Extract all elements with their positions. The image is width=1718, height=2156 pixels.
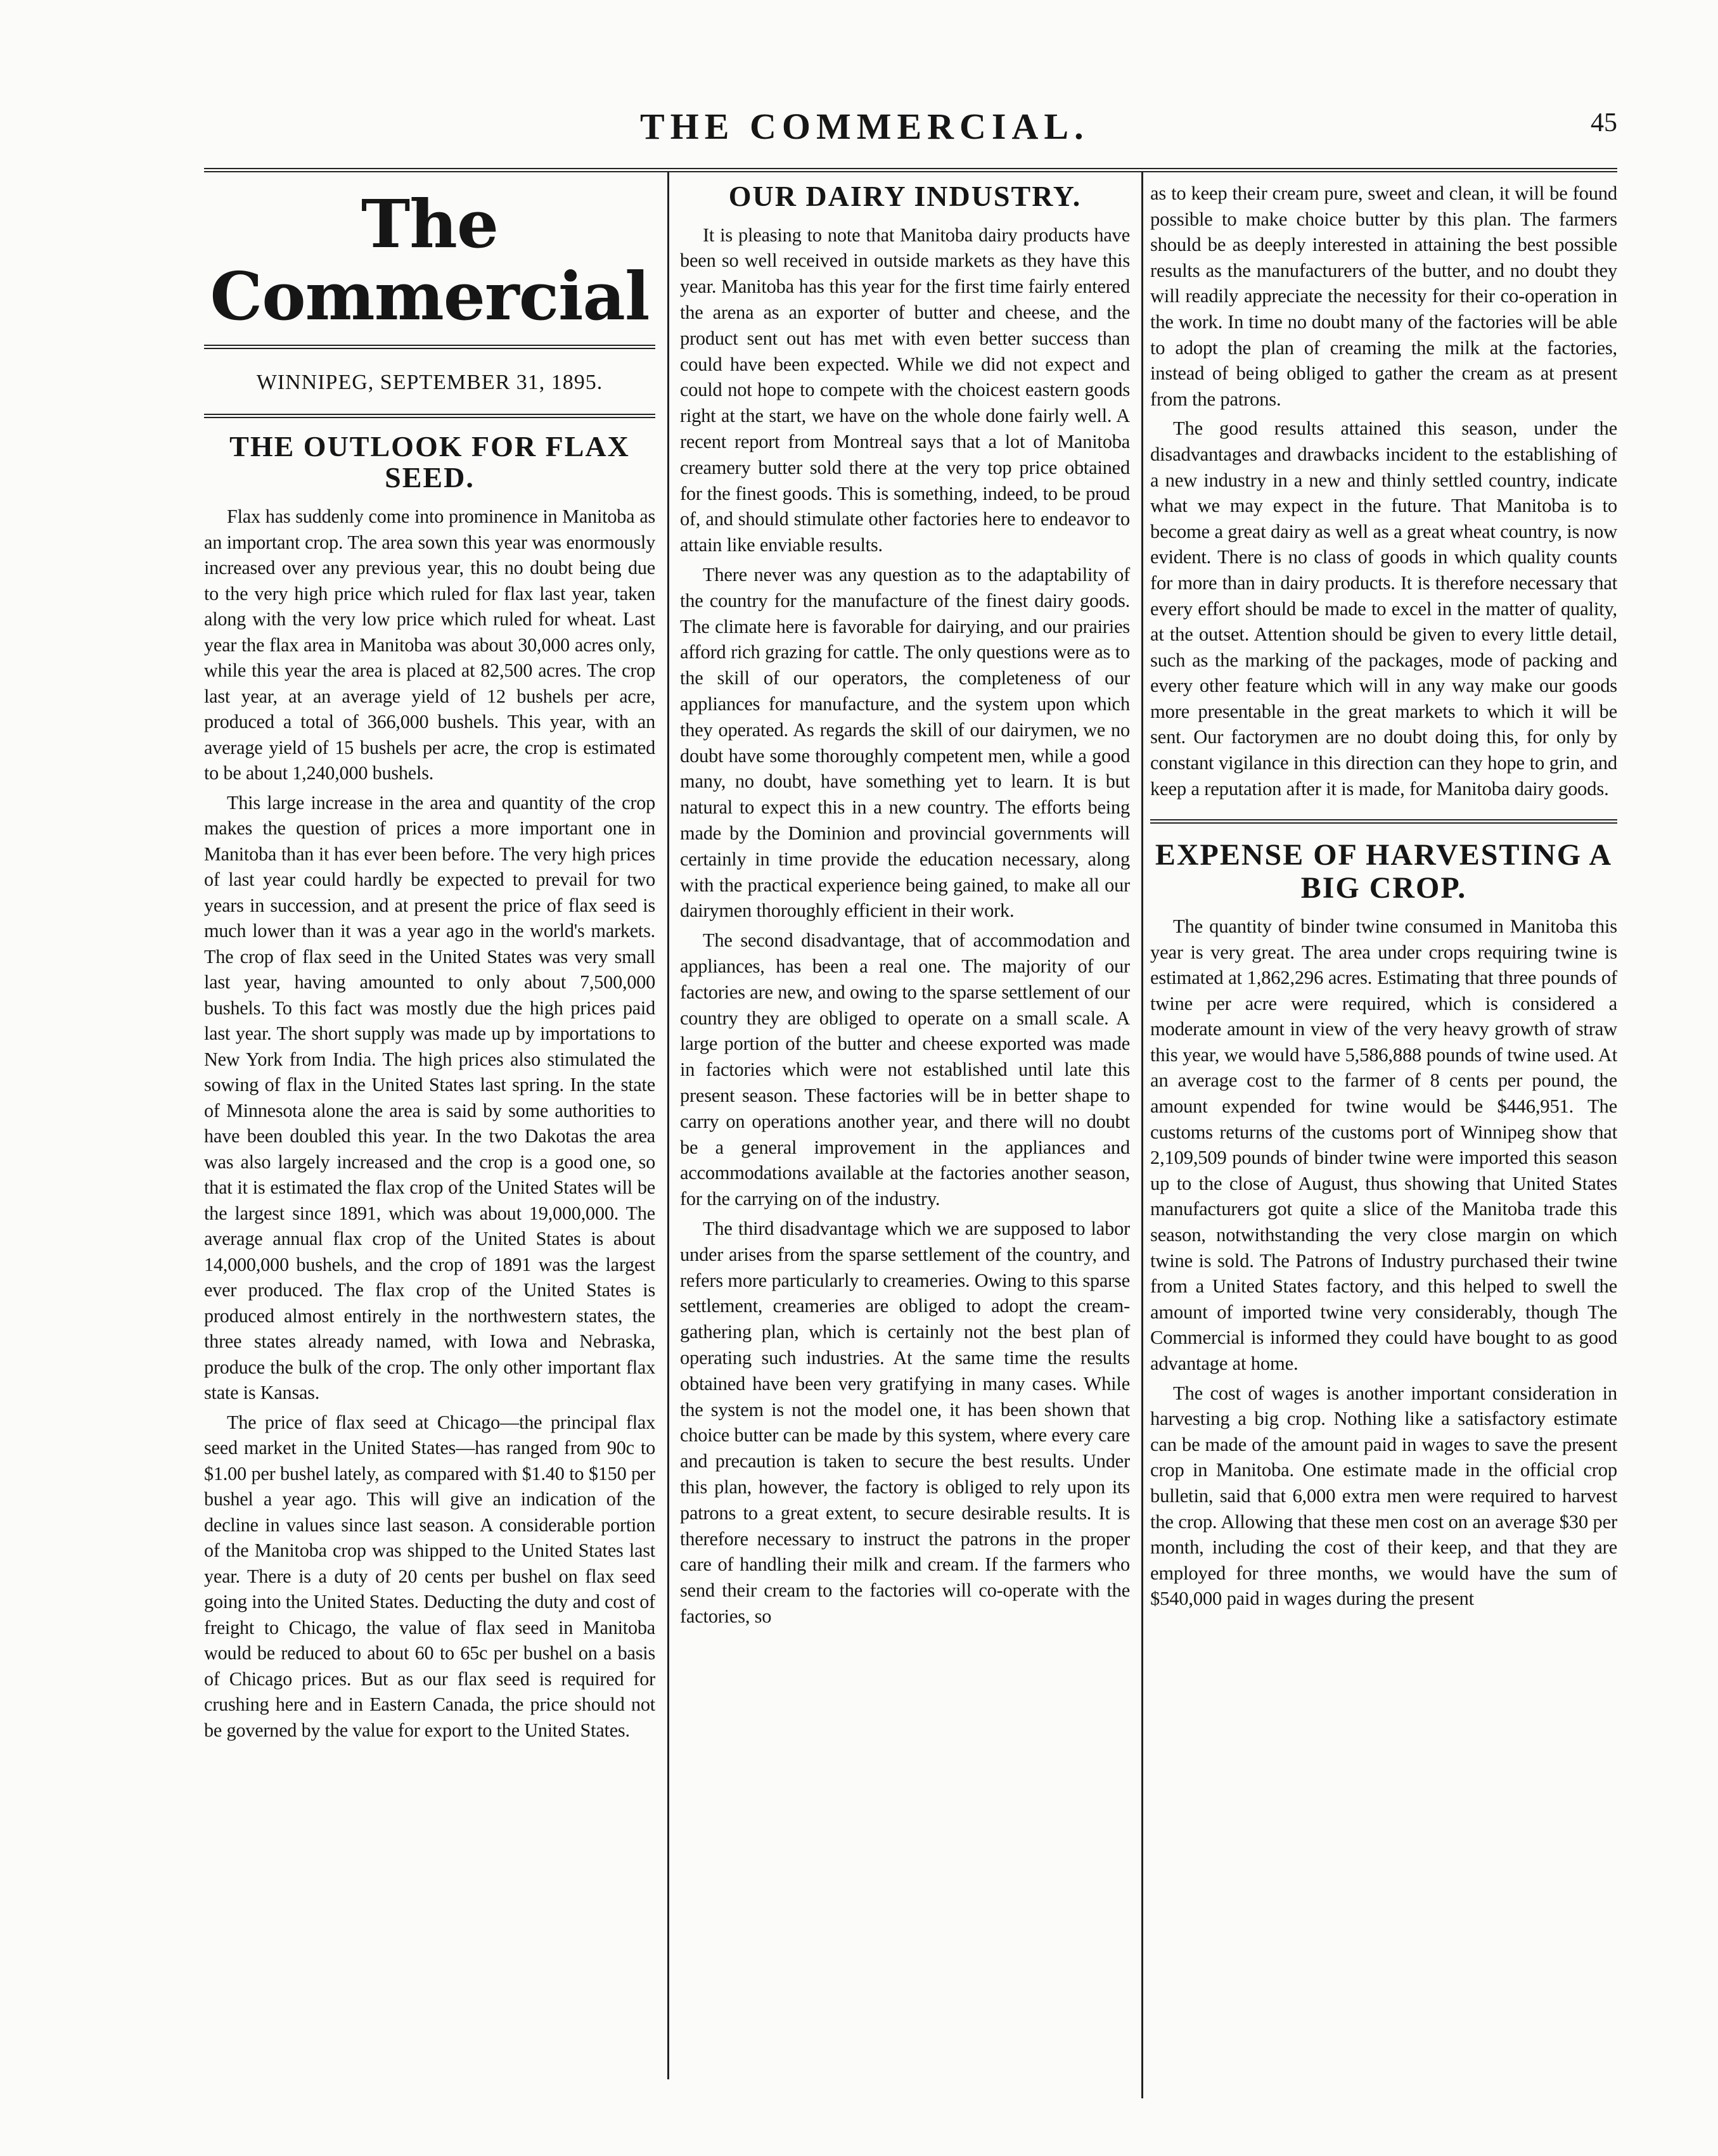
column-1	[204, 181, 655, 1743]
article-harvest-paragraph: The quantity of binder twine consumed in Manitoba this year is very great. The area under crops requiring twine is estimated at 1,862,296 acres. Estimating that three pounds of twine per acre were required, which is considered a moderate amount in view of the very heavy growth of straw this year, we would have 5,586,888 pounds of twine used. At an average cost to the farmer of 8 cents per pound, the amount expended for twine would be $446,951. The customs returns of the customs port of Winnipeg show that 2,109,509 pounds of binder twine were imported this season up to the close of August, thus showing that United States manufacturers got quite a slice of the Manitoba trade this season, notwithstanding the very close margin on which twine is sold. The Patrons of Industry purchased their twine from a United States factory, and this helped to swell the amount of imported twine very considerably, though The Commercial is informed they could have bought to as good advantage at home.	[1150, 915, 1617, 1374]
masthead-title: The Commercial	[210, 185, 650, 336]
article-harvest-headline: EXPENSE OF HARVESTING A BIG CROP.	[1155, 838, 1613, 905]
article-dairy-headline: OUR DAIRY INDUSTRY.	[728, 180, 1082, 212]
article-flax-paragraph: The price of flax seed at Chicago—the principal flax seed market in the United States—has ranged from 90c to $1.00 per bushel lately, as compared with $1.40 to $150 per bushel a year ago. This will give an indication of the decline in values since last season. A considerable portion of the Manitoba crop was shipped to the United States last year. There is a duty of 20 cents per bushel on flax seed going into the United States. Deducting the duty and cost of freight to Chicago, the value of flax seed in Manitoba would be reduced to about 60 to 65c per bushel on a basis of Chicago prices. But as our flax seed is required for crushing here and in Eastern Canada, the price should not be governed by the value for export to the United States.	[204, 1411, 655, 1741]
article-dairy-paragraph: The second disadvantage, that of accommodation and appliances, has been a real one. The majority of our factories are new, and owing to the sparse settlement of our country they are obliged to operate on a small scale. A large portion of the butter and cheese exported was made in factories which were not established until late this present season. These factories will be in better shape to carry on operations another year, and there will no doubt be a general improvement in the appliances and accommodations available at the factories another season, for the carrying on of the industry.	[680, 929, 1130, 1210]
running-title: THE COMMERCIAL.	[640, 106, 1089, 147]
column-rule-2	[1141, 172, 1143, 2098]
article-harvest-paragraph: The cost of wages is another important consideration in harvesting a big crop. Nothing like a satisfactory estimate can be made of the amount paid in wages to save the present crop in Manitoba. One estimate made in the official crop bulletin, said that 6,000 extra men were required to harvest the crop. Allowing that these men cost on an average $30 per month, including the cost of their keep, and that they are employed for three months, we would have the sum of $540,000 paid in wages during the present	[1150, 1382, 1617, 1610]
masthead-rule-bottom	[204, 414, 655, 418]
page-number: 45	[1591, 108, 1617, 137]
article-dairy-continued-paragraph: The good results attained this season, under the disadvantages and drawbacks incident to the establishing of a new industry in a new and thinly settled country, indicate what we may expect in the future. That Manitoba is to become a great dairy as well as a great wheat country, is now evident. There is no class of goods in which quality counts for more than in dairy products. It is therefore necessary that every effort should be made to excel in the matter of quality, at the outset. Attention should be given to every little detail, such as the marking of the packages, mode of packing and every other feature which will in any way make our goods more presentable in the great markets to which it will be sent. Our factorymen are no doubt doing this, for only by constant vigilance in this direction can they hope to grin, and keep a reputation after it is made, for Manitoba dairy goods.	[1150, 418, 1617, 800]
column-3	[1150, 181, 1617, 1612]
article-dairy-paragraph: It is pleasing to note that Manitoba dairy products have been so well received in outside markets as they have this year. Manitoba has this year for the first time fairly entered the arena as an exporter of butter and cheese, and the product sent out has met with even better success than could have been expected. While we did not expect and could not hope to compete with the choicest eastern goods right at the start, we have on the whole done fairly well. A recent report from Montreal says that a lot of Manitoba creamery butter sold there at the very top price obtained for the finest goods. This is something, indeed, to be proud of, and should stimulate other factories here to endeavor to attain like enviable results.	[680, 224, 1130, 556]
article-dairy-paragraph: The third disadvantage which we are supposed to labor under arises from the sparse settlement of the country, and refers more particularly to creameries. Owing to this sparse settlement, creameries are obliged to adopt the cream-gathering plan, which is certainly not the best plan of operating such industries. At the same time the results obtained have been very gratifying in many cases. While the system is not the model one, it has been shown that choice butter can be made by this system, where every care and precaution is taken to secure the best results. Under this plan, however, the factory is obliged to rely upon its patrons to a great extent, to secure desirable results. It is therefore necessary to instruct the patrons in the proper care of handling their milk and cream. If the farmers who send their cream to the factories will co-operate with the factories, so	[680, 1217, 1130, 1627]
article-flax-headline: THE OUTLOOK FOR FLAX SEED.	[229, 430, 630, 494]
section-rule	[1150, 819, 1617, 824]
article-flax-paragraph: This large increase in the area and quantity of the crop makes the question of prices a more important one in Manitoba than it has ever been before. The very high prices of last year could hardly be expected to prevail for two years in succession, and at present the price of flax seed is much lower than it was a year ago in the world's markets. The crop of flax seed in the United States was very small last year, having amounted to only about 7,500,000 bushels. To this fact was mostly due the high prices paid last year. The short supply was made up by importations to New York from India. The high prices also stimulated the sowing of flax in the United States last spring. In the state of Minnesota alone the area is said by some authorities to have been doubled this year. In the two Dakotas the area was also largely increased and the crop is a good one, so that it is estimated the flax crop of the United States will be the largest since 1891, which was about 19,000,000. The average annual flax crop of the United States is about 14,000,000 bushels, and the crop of 1891 was the largest ever produced. The flax crop of the United States is produced almost entirely in the northwestern states, the three states already named, with Iowa and Nebraska, produce the bulk of the crop. The only other important flax state is Kansas.	[204, 791, 655, 1404]
column-2	[680, 181, 1130, 1630]
article-dairy-paragraph: There never was any question as to the adaptability of the country for the manufacture of the finest dairy goods. The climate here is favorable for dairying, and our prairies afford rich grazing for cattle. The only questions were as to the skill of our operators, the completeness of our appliances for manufacture, and the system upon which they operated. As regards the skill of our dairymen, we no doubt have some thoroughly competent men, while a good many, no doubt, have something yet to learn. It is but natural to expect this in a new country. The efforts being made by the Dominion and provincial governments will certainly in time provide the education necessary, along with the practical experience being gained, to make all our dairymen thoroughly efficient in their work.	[680, 564, 1130, 922]
article-dairy-continued-paragraph: as to keep their cream pure, sweet and clean, it will be found possible to make choice butter by this plan. The farmers should be as deeply interested in attaining the best possible results as the manufacturers of the butter, and no doubt they will readily appreciate the necessity for their co-operation in the work. In time no doubt many of the factories will be able to adopt the plan of creaming the milk at the factories, instead of being obliged to gather the cream as at present from the patrons.	[1150, 182, 1617, 410]
column-rule-1	[667, 172, 669, 2079]
article-flax-paragraph: Flax has suddenly come into prominence in Manitoba as an important crop. The area sown this year was enormously increased over any previous year, this no doubt being due to the very high price which ruled for flax last year, taken along with the very low price which ruled for wheat. Last year the flax area in Manitoba was about 30,000 acres only, while this year the area is placed at 82,500 acres. The crop last year, at an average yield of 12 bushels per acre, produced a total of 366,000 bushels. This year, with an average yield of 15 bushels per acre, the crop is estimated to be about 1,240,000 bushels.	[204, 506, 655, 784]
running-head	[0, 101, 1718, 158]
header-rule	[204, 168, 1617, 172]
masthead-rule-top	[204, 345, 655, 349]
dateline: WINNIPEG, SEPTEMBER 31, 1895.	[256, 370, 603, 394]
